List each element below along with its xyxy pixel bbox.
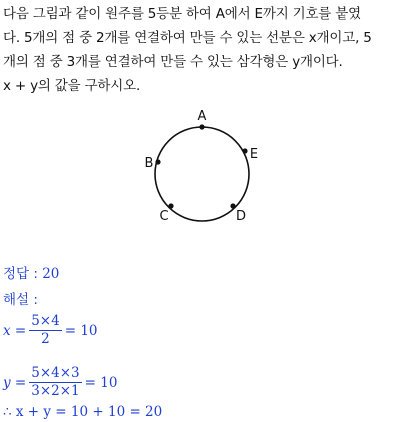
problem-line-4: x + y의 값을 구하시오.	[3, 78, 141, 94]
circle-diagram	[130, 104, 270, 236]
equation-y-lhs: y =	[3, 374, 27, 391]
answer-line	[3, 262, 59, 282]
circle-figure	[130, 104, 270, 236]
point-a	[199, 124, 204, 129]
problem-line-1: 다음 그림과 같이 원주를 5등분 하여 A에서 E까지 기호를 붙였	[3, 6, 361, 22]
point-b	[155, 159, 160, 164]
point-e	[242, 148, 247, 153]
label-e: E	[249, 147, 259, 162]
equation-x-rhs: = 10	[64, 322, 98, 339]
label-d: D	[235, 209, 247, 224]
fraction-y-denominator: 3×2×1	[31, 383, 80, 399]
explanation-label: 해설 :	[3, 292, 38, 308]
equation-x	[3, 314, 98, 347]
point-c	[168, 203, 173, 208]
label-c: C	[159, 209, 169, 224]
point-d	[230, 203, 235, 208]
label-b: B	[144, 156, 154, 171]
equation-y	[3, 366, 117, 399]
fraction-y	[29, 366, 81, 399]
label-a: A	[197, 109, 207, 124]
fraction-y-numerator: 5×4×3	[31, 365, 80, 381]
fraction-x	[29, 314, 62, 347]
equation-x-lhs: x =	[3, 322, 27, 339]
problem-line-2: 다. 5개의 점 중 2개를 연결하여 만들 수 있는 선분은 x개이고, 5	[3, 30, 372, 46]
fraction-x-denominator: 2	[41, 331, 50, 347]
problem-text	[3, 2, 397, 98]
fraction-x-numerator: 5×4	[31, 313, 60, 329]
problem-line-3: 개의 점 중 3개를 연결하여 만들 수 있는 삼각형은 y개이다.	[3, 54, 343, 70]
equation-conclusion: ∴ x + y = 10 + 10 = 20	[3, 404, 163, 420]
answer-value: 20	[42, 266, 60, 282]
answer-label: 정답 :	[3, 266, 38, 282]
equation-y-rhs: = 10	[84, 374, 118, 391]
